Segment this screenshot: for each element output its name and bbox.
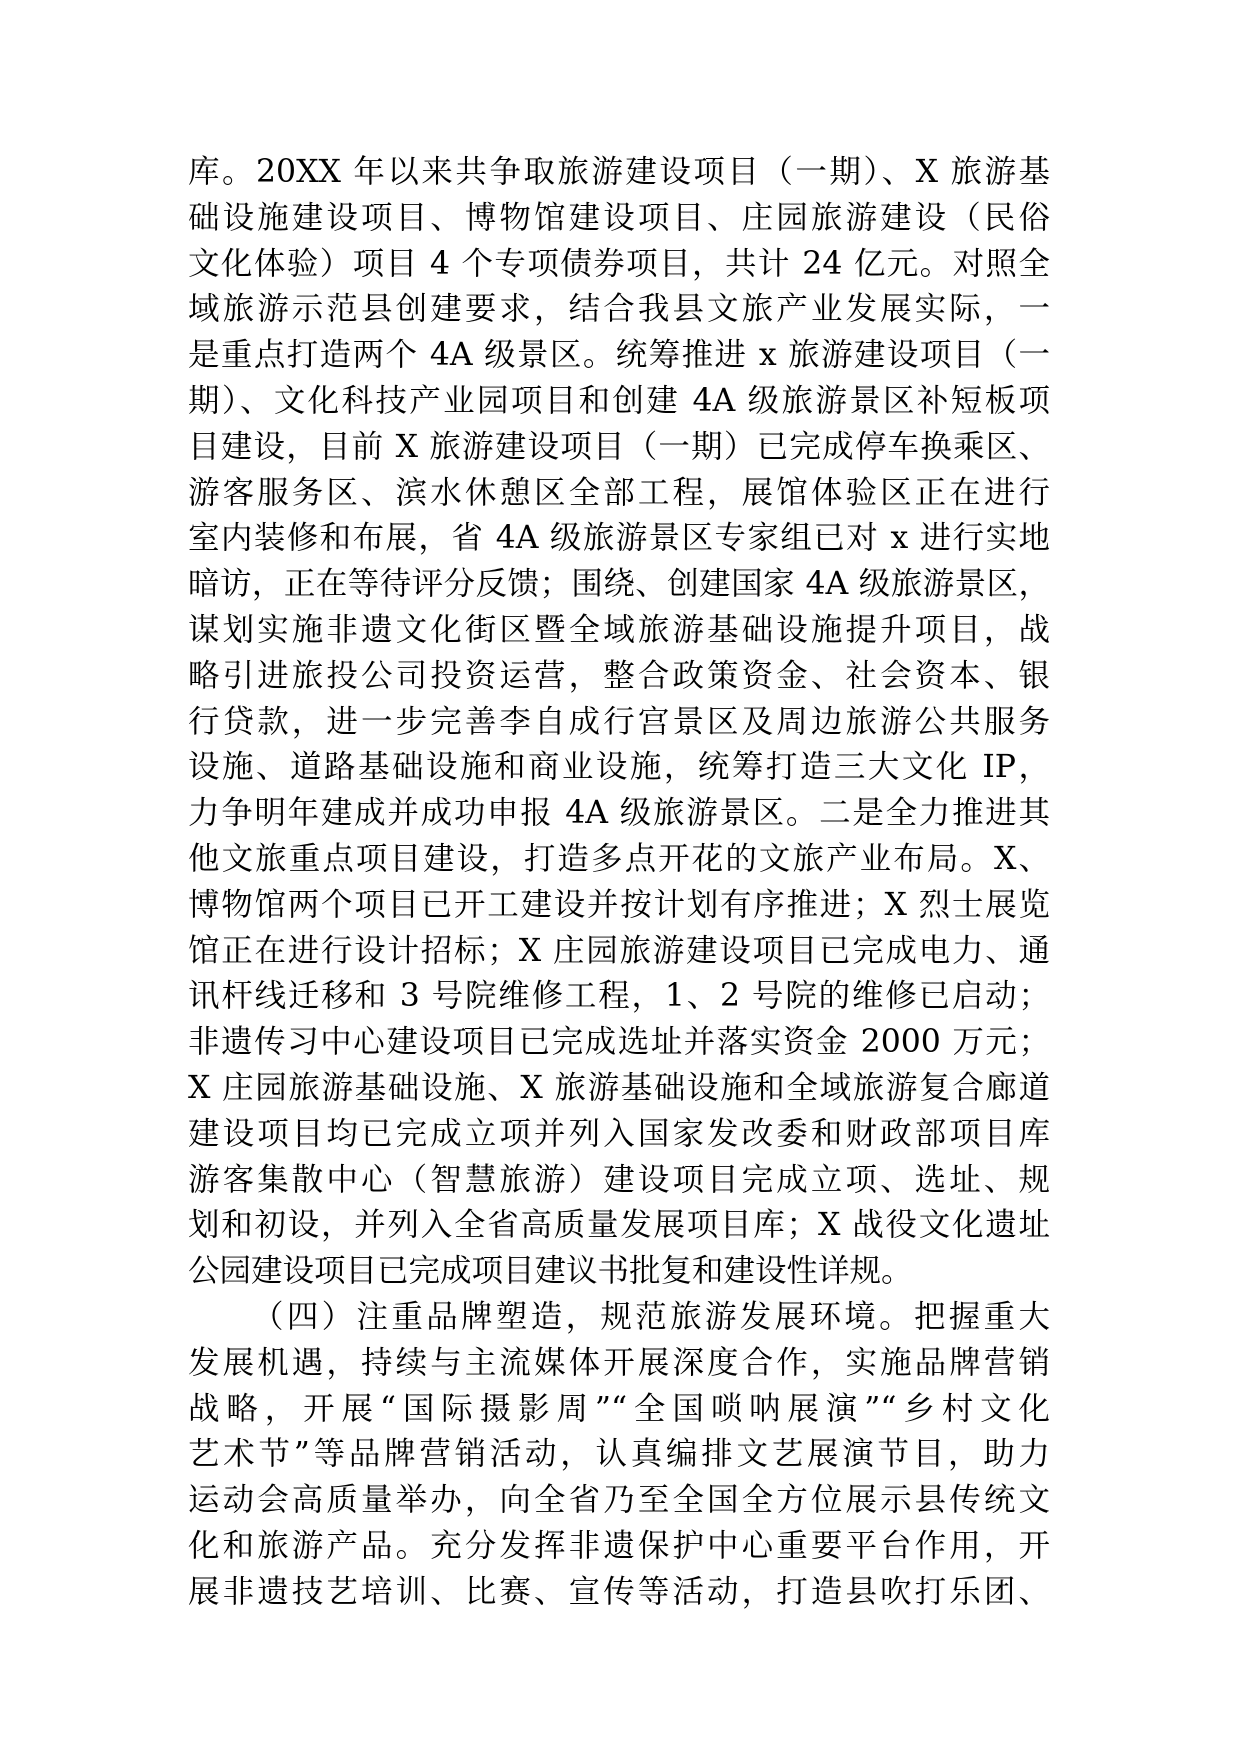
text-line: 行贷款，进一步完善李自成行宫景区及周边旅游公共服务 [188, 703, 1050, 740]
paragraph-end-line: 公园建设项目已完成项目建议书批复和建设性详规。 [188, 1253, 913, 1290]
text-line: 础设施建设项目、博物馆建设项目、庄园旅游建设（民俗 [188, 199, 1050, 236]
text-line: 力争明年建成并成功申报 4A 级旅游景区。二是全力推进其 [188, 795, 1050, 832]
text-line: 非遗传习中心建设项目已完成选址并落实资金 2000 万元； [188, 1024, 1050, 1061]
text-line: 运动会高质量举办，向全省乃至全国全方位展示县传统文 [188, 1482, 1050, 1519]
text-line: X 庄园旅游基础设施、X 旅游基础设施和全域旅游复合廊道 [188, 1069, 1050, 1106]
text-line: 他文旅重点项目建设，打造多点开花的文旅产业布局。X、 [188, 840, 1050, 877]
text-line: 讯杆线迁移和 3 号院维修工程，1、2 号院的维修已启动； [188, 978, 1050, 1015]
body-text [188, 150, 1050, 1616]
text-line: 设施、道路基础设施和商业设施，统筹打造三大文化 IP， [188, 749, 1050, 786]
text-line: 目建设，目前 X 旅游建设项目（一期）已完成停车换乘区、 [188, 428, 1050, 465]
text-line: 文化体验）项目 4 个专项债券项目，共计 24 亿元。对照全 [188, 245, 1050, 282]
text-line: 室内装修和布展，省 4A 级旅游景区专家组已对 x 进行实地 [188, 520, 1050, 557]
text-line: 划和初设，并列入全省高质量发展项目库；X 战役文化遗址 [188, 1207, 1050, 1244]
text-line: 馆正在进行设计招标；X 庄园旅游建设项目已完成电力、通 [188, 932, 1050, 969]
text-line: 谋划实施非遗文化街区暨全域旅游基础设施提升项目，战 [188, 611, 1050, 648]
section-heading-line: （四）注重品牌塑造，规范旅游发展环境。把握重大 [252, 1298, 1050, 1335]
text-line: 发展机遇，持续与主流媒体开展深度合作，实施品牌营销 [188, 1344, 1050, 1381]
text-line: 战略，开展“国际摄影周”“全国唢呐展演”“乡村文化 [188, 1390, 1050, 1427]
text-line: 游客服务区、滨水休憩区全部工程，展馆体验区正在进行 [188, 474, 1050, 511]
text-line: 暗访，正在等待评分反馈；围绕、创建国家 4A 级旅游景区， [188, 566, 1050, 603]
text-line: 博物馆两个项目已开工建设并按计划有序推进；X 烈士展览 [188, 886, 1050, 923]
text-line: 是重点打造两个 4A 级景区。统筹推进 x 旅游建设项目（一 [188, 337, 1050, 374]
text-line: 化和旅游产品。充分发挥非遗保护中心重要平台作用，开 [188, 1527, 1050, 1564]
text-line: 期）、文化科技产业园项目和创建 4A 级旅游景区补短板项 [188, 382, 1050, 419]
text-line: 游客集散中心（智慧旅游）建设项目完成立项、选址、规 [188, 1161, 1050, 1198]
text-line: 略引进旅投公司投资运营，整合政策资金、社会资本、银 [188, 657, 1050, 694]
text-line: 库。20XX 年以来共争取旅游建设项目（一期）、X 旅游基 [188, 154, 1050, 190]
text-line: 展非遗技艺培训、比赛、宣传等活动，打造县吹打乐团、 [188, 1573, 1050, 1610]
text-line: 艺术节”等品牌营销活动，认真编排文艺展演节目，助力 [188, 1436, 1050, 1473]
text-line: 域旅游示范县创建要求，结合我县文旅产业发展实际，一 [188, 291, 1050, 328]
text-line: 建设项目均已完成立项并列入国家发改委和财政部项目库 [188, 1115, 1050, 1152]
